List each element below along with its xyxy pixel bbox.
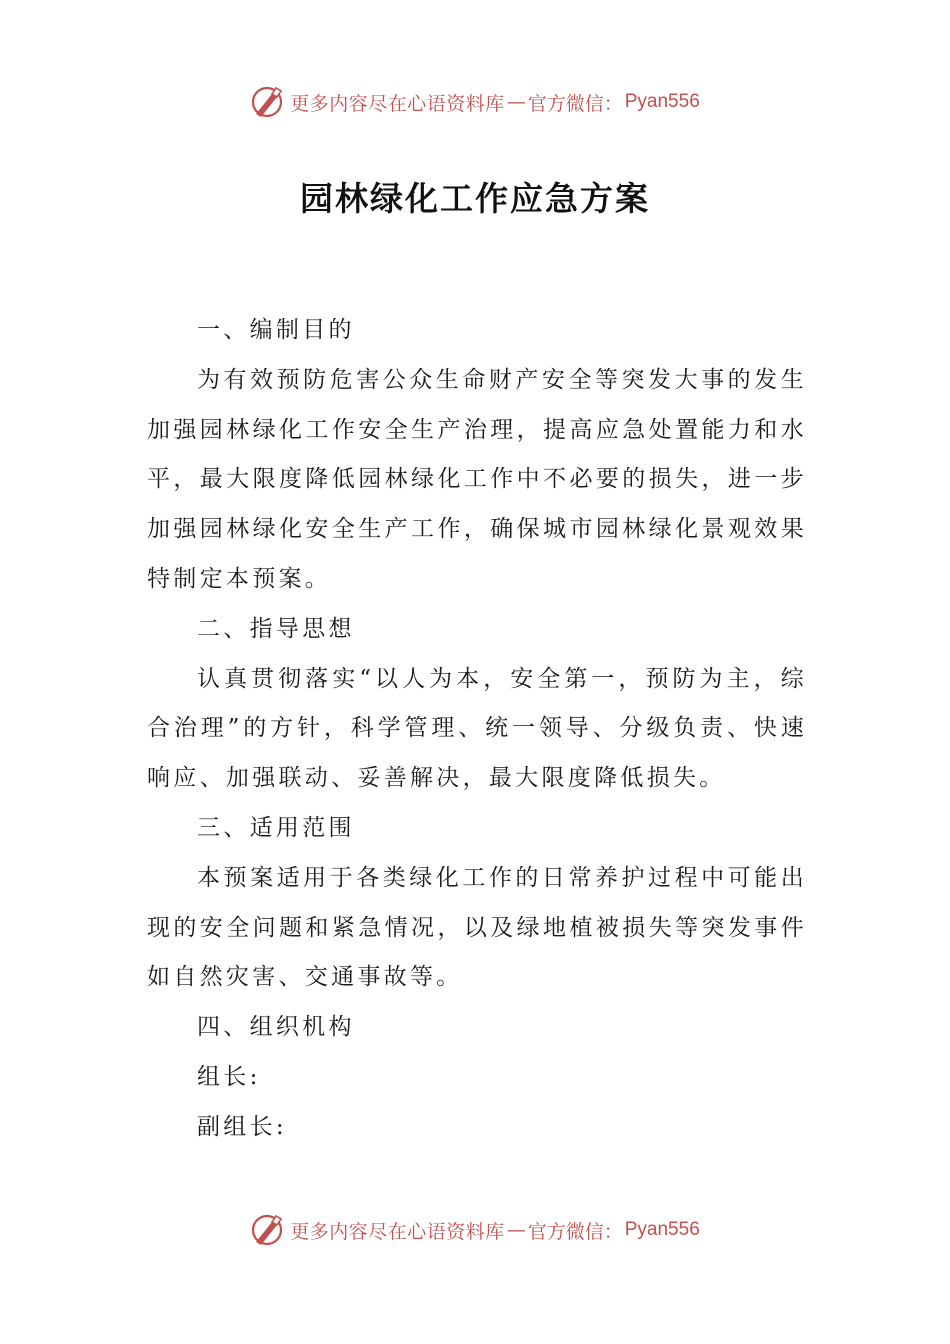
team-leader-line: 组长: xyxy=(197,1063,261,1090)
body-line: 为有效预防危害公众生命财产安全等突发大事的发生 xyxy=(197,366,807,393)
body-line: 认真贯彻落实“以人为本，安全第一，预防为主，综 xyxy=(197,665,807,692)
document-title: 园林绿化工作应急方案 xyxy=(300,179,650,218)
body-line: 现的安全问题和紧急情况，以及绿地植被损失等突发事件 xyxy=(147,914,807,941)
section-heading-scope: 三、适用范围 xyxy=(197,814,355,841)
body-line: 如自然灾害、交通事故等。 xyxy=(147,964,463,991)
banner-wechat-id: Pyan556 xyxy=(624,1219,700,1240)
banner-separator: — xyxy=(506,1219,526,1241)
body-line: 平，最大限度降低园林绿化工作中不必要的损失，进一步 xyxy=(147,466,807,493)
pen-circle-logo-icon xyxy=(250,84,286,120)
section-heading-organization: 四、组织机构 xyxy=(197,1014,355,1041)
banner-wechat-id: Pyan556 xyxy=(624,91,700,112)
body-line: 加强园林绿化工作安全生产治理，提高应急处置能力和水 xyxy=(147,416,807,443)
body-line: 加强园林绿化安全生产工作，确保城市园林绿化景观效果 xyxy=(147,516,807,543)
section-heading-guiding-ideology: 二、指导思想 xyxy=(197,615,355,642)
body-line: 响应、加强联动、妥善解决，最大限度降低损失。 xyxy=(147,765,726,792)
body-line: 本预案适用于各类绿化工作的日常养护过程中可能出 xyxy=(197,864,807,891)
banner-wechat-label: 官方微信： xyxy=(527,1220,623,1243)
body-line: 合治理”的方针，科学管理、统一领导、分级负责、快速 xyxy=(147,715,807,742)
footer-watermark-banner xyxy=(0,1210,950,1250)
section-heading-purpose: 一、编制目的 xyxy=(197,317,355,343)
banner-text: 更多内容尽在心语资料库 xyxy=(290,92,505,115)
deputy-leader-line: 副组长: xyxy=(197,1113,287,1140)
banner-separator: — xyxy=(506,91,526,113)
body-line: 特制定本预案。 xyxy=(147,565,332,592)
banner-text: 更多内容尽在心语资料库 xyxy=(290,1220,505,1243)
pen-circle-logo-icon xyxy=(250,1212,286,1248)
banner-wechat-label: 官方微信： xyxy=(527,92,623,115)
document-body xyxy=(147,306,807,1153)
header-watermark-banner xyxy=(0,82,950,122)
